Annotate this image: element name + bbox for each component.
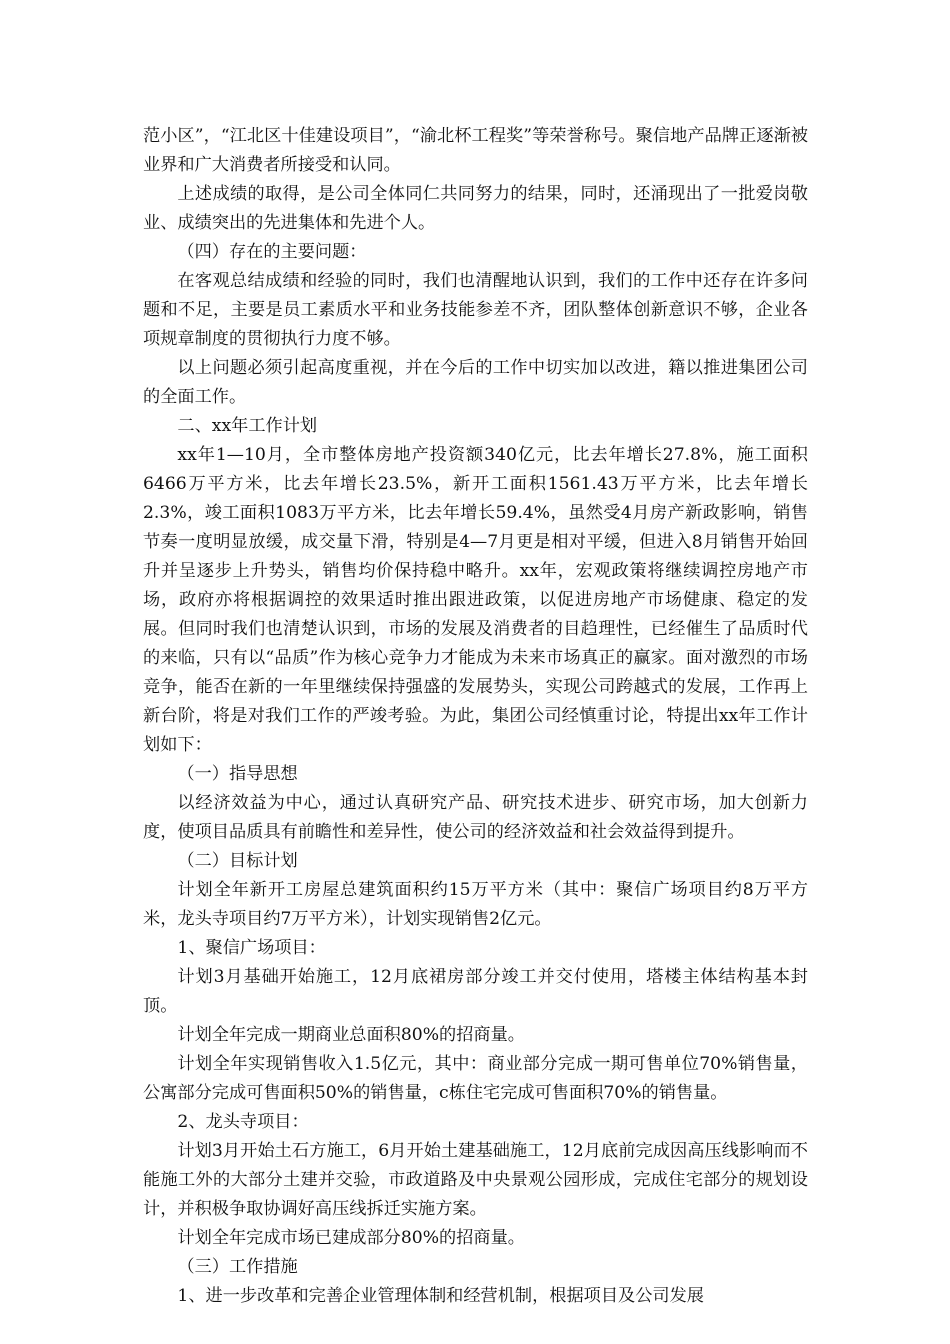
subsection-heading: 2、龙头寺项目： — [177, 1112, 309, 1132]
paragraph: 范小区”，“江北区十佳建设项目”，“渝北杯工程奖”等荣誉称号。聚信地产品牌正逐渐被业界和广大消费者所接受和认同。 — [143, 126, 808, 175]
paragraph: 1、进一步改革和完善企业管理体制和经营机制，根据项目及公司发展 — [177, 1286, 704, 1306]
paragraph: 上述成绩的取得，是公司全体同仁共同努力的结果，同时，还涌现出了一批爱岗敬业、成绩突出的先进集体和先进个人。 — [143, 184, 808, 233]
paragraph: 在客观总结成绩和经验的同时，我们也清醒地认识到，我们的工作中还存在许多问题和不足，主要是员工素质水平和业务技能参差不齐，团队整体创新意识不够，企业各项规章制度的贯彻执行力度不够。 — [143, 271, 808, 349]
paragraph: 计划3月基础开始施工，12月底裙房部分竣工并交付使用，塔楼主体结构基本封顶。 — [143, 967, 808, 1016]
subsection-heading: 1、聚信广场项目： — [177, 938, 326, 958]
section-heading: 二、xx年工作计划 — [177, 416, 318, 436]
section-heading: （二）目标计划 — [177, 851, 298, 871]
paragraph: 计划全年完成市场已建成部分80%的招商量。 — [177, 1228, 525, 1248]
paragraph: 计划全年完成一期商业总面积80%的招商量。 — [177, 1025, 525, 1045]
section-heading: （一）指导思想 — [177, 764, 298, 784]
paragraph: xx年1—10月，全市整体房地产投资额340亿元，比去年增长27.8%，施工面积6466万平方米，比去年增长23.5%，新开工面积1561.43万平方米，比去年增长2.3%，竣工面积1083万平方米，比去年增长59.4%，虽然受4月房产新政影响，销售节奏一度明显放缓，成交量下滑，特别是4—7月更是相对平缓，但进入8月销售开始回升并呈逐步上升势头，销售均价保持稳中略升。xx年，宏观政策将继续调控房地产市场，政府亦将根据调控的效果适时推出跟进政策，以促进房地产市场健康、稳定的发展。但同时我们也清楚认识到，市场的发展及消费者的目趋理性，已经催生了品质时代的来临，只有以“品质”作为核心竞争力才能成为未来市场真正的赢家。面对激烈的市场竞争，能否在新的一年里继续保持强盛的发展势头，实现公司跨越式的发展，工作再上新台阶，将是对我们工作的严竣考验。为此，集团公司经慎重讨论，特提出xx年工作计划如下： — [143, 445, 808, 755]
paragraph: 以经济效益为中心，通过认真研究产品、研究技术进步、研究市场，加大创新力度，使项目品质具有前瞻性和差异性，使公司的经济效益和社会效益得到提升。 — [143, 793, 808, 842]
paragraph: 以上问题必须引起高度重视，并在今后的工作中切实加以改进，籍以推进集团公司的全面工作。 — [143, 358, 808, 407]
paragraph: 计划3月开始土石方施工，6月开始土建基础施工，12月底前完成因高压线影响而不能施工外的大部分土建并交验，市政道路及中央景观公园形成，完成住宅部分的规划设计，并积极争取协调好高压线拆迁实施方案。 — [143, 1141, 808, 1219]
paragraph: 计划全年实现销售收入1.5亿元，其中：商业部分完成一期可售单位70%销售量，公寓部分完成可售面积50%的销售量，c栋住宅完成可售面积70%的销售量。 — [143, 1054, 808, 1103]
section-heading: （四）存在的主要问题： — [177, 242, 367, 262]
section-heading: （三）工作措施 — [177, 1257, 298, 1277]
document-body — [143, 122, 808, 1311]
paragraph: 计划全年新开工房屋总建筑面积约15万平方米（其中：聚信广场项目约8万平方米，龙头寺项目约7万平方米），计划实现销售2亿元。 — [143, 880, 808, 929]
